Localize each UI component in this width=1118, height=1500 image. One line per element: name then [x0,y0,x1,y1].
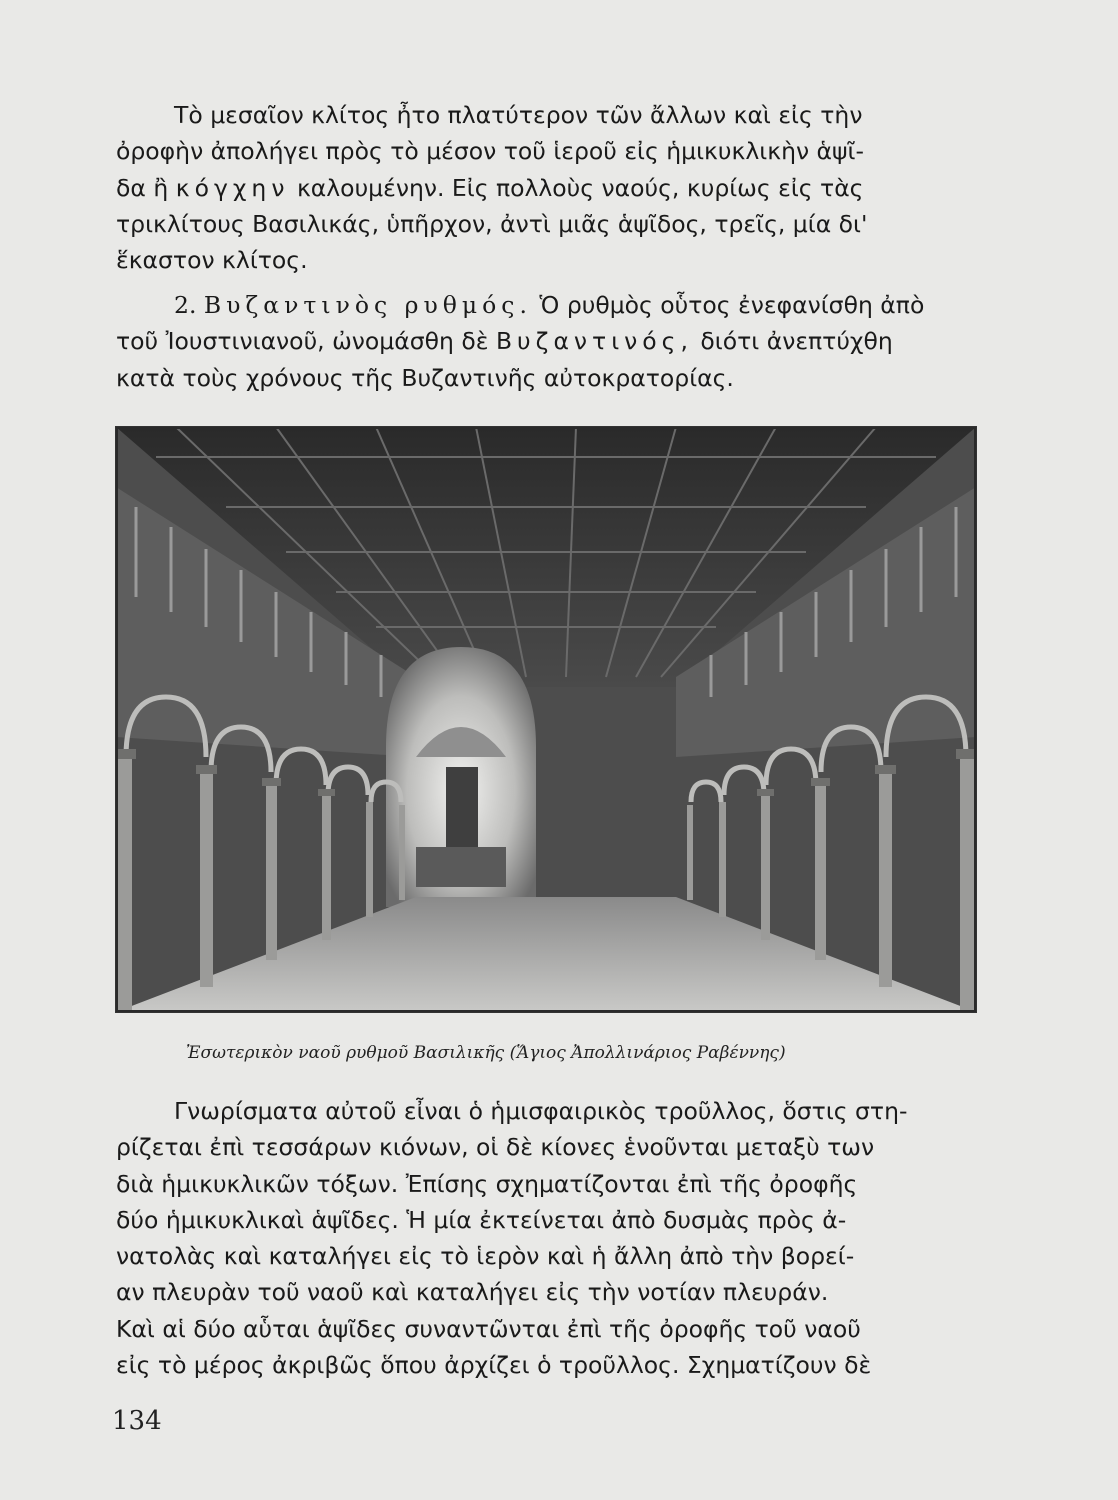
text-line: ἕκαστον κλίτος. [116,246,308,275]
text-line: Καὶ αἱ δύο αὗται ἁψῖδες συναντῶνται ἐπὶ τῆς ὀροφῆς τοῦ ναοῦ [116,1314,861,1343]
section-heading: Βυζαντινὸς ρυθμός. [203,291,532,319]
basilica-interior-illustration [116,427,976,1012]
text-line: τοῦ Ἰουστινιανοῦ, ὠνομάσθη δὲ Βυζαντινός, διότι ἀνεπτύχθη [116,327,893,356]
text-line: Γνωρίσματα αὐτοῦ εἶναι ὁ ἡμισφαιρικὸς τροῦλλος, ὅστις στη- [174,1097,908,1125]
text-line: δύο ἡμικυκλικαὶ ἁψῖδες. Ἡ μία ἐκτείνεται ἀπὸ δυσμὰς πρὸς ἀ- [116,1205,847,1234]
paragraph-nave-apse [116,97,982,278]
section-number: 2. [174,291,197,319]
text-line: Τὸ μεσαῖον κλίτος ἦτο πλατύτερον τῶν ἄλλων καὶ εἰς τὴν [174,101,863,129]
page-number: 134 [112,1406,162,1436]
paragraph-byzantine-style [116,287,982,396]
basilica-interior-photo [115,426,977,1013]
section-heading-line: 2. Βυζαντινὸς ρυθμός. Ὁ ρυθμὸς οὗτος ἐνεφανίσθη ἀπὸ [174,291,925,319]
text-line: ρίζεται ἐπὶ τεσσάρων κιόνων, οἱ δὲ κίονες ἑνοῦνται μεταξὺ των [116,1133,875,1162]
text-line: εἰς τὸ μέρος ἀκριβῶς ὅπου ἀρχίζει ὁ τροῦλλος. Σχηματίζουν δὲ [116,1351,872,1380]
text-line: νατολὰς καὶ καταλήγει εἰς τὸ ἱερὸν καὶ ἡ ἄλλη ἀπὸ τὴν βορεί- [116,1242,855,1271]
text-line: διὰ ἡμικυκλικῶν τόξων. Ἐπίσης σχηματίζονται ἐπὶ τῆς ὀροφῆς [116,1169,858,1198]
spaced-term-byzantine: Βυζαντινός, [495,327,693,356]
text-line: αν πλευρὰν τοῦ ναοῦ καὶ καταλήγει εἰς τὴν νοτίαν πλευράν. [116,1278,829,1307]
text-line: κατὰ τοὺς χρόνους τῆς Βυζαντινῆς αὐτοκρατορίας. [116,363,734,392]
text-line: τρικλίτους Βασιλικάς, ὑπῆρχον, ἀντὶ μιᾶς ἁψῖδος, τρεῖς, μία δι' [116,209,868,238]
figure-caption: Ἐσωτερικὸν ναοῦ ρυθμοῦ Βασιλικῆς (Ἅγιος Ἀπολλινάριος Ραβέννης) [186,1043,786,1063]
spaced-term-konche: κόγχην [175,173,290,202]
paragraph-characteristics [116,1093,982,1383]
text-line: ὀροφὴν ἀπολήγει πρὸς τὸ μέσον τοῦ ἱεροῦ εἰς ἡμικυκλικὴν ἁψῖ- [116,137,864,166]
text-line: δα ἢ κόγχην καλουμένην. Εἰς πολλοὺς ναούς, κυρίως εἰς τὰς [116,173,864,202]
